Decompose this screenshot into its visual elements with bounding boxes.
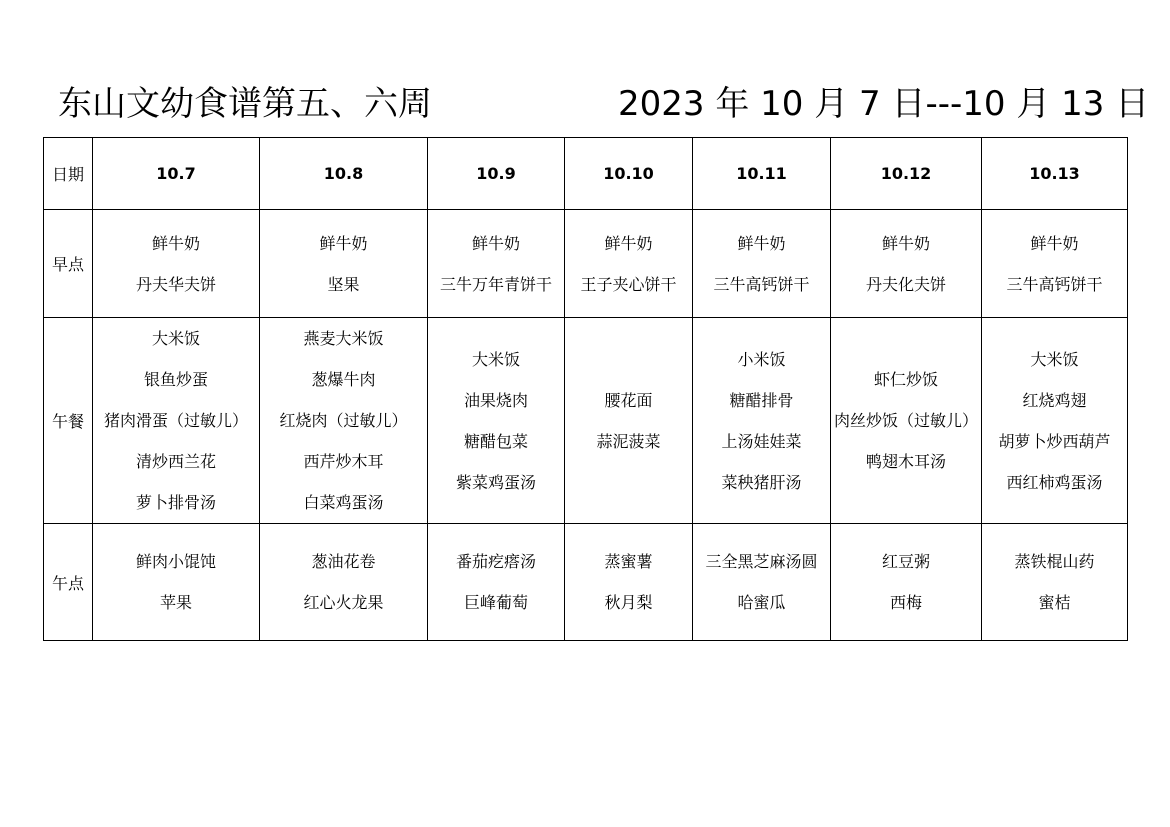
menu-cell bbox=[693, 210, 831, 318]
menu-cell bbox=[831, 210, 982, 318]
dish-item: 西芹炒木耳 bbox=[303, 452, 384, 471]
dish-item: 三牛万年青饼干 bbox=[439, 274, 552, 294]
dish-item: 鸭翅木耳汤 bbox=[865, 452, 946, 471]
dish-item: 油果烧肉 bbox=[463, 390, 528, 410]
dish-item: 蒸铁棍山药 bbox=[1014, 552, 1095, 571]
dish-item: 西梅 bbox=[889, 593, 922, 612]
dish-item: 菜秧猪肝汤 bbox=[721, 472, 802, 492]
dish-item: 苹果 bbox=[159, 593, 192, 612]
dish-item: 三牛高钙饼干 bbox=[1006, 274, 1103, 294]
menu-cell bbox=[982, 318, 1128, 524]
dish-item: 红心火龙果 bbox=[303, 593, 384, 612]
meal-row-afternoon-snack bbox=[44, 524, 1128, 641]
meal-label: 早点 bbox=[44, 210, 93, 318]
menu-cell bbox=[565, 524, 693, 641]
menu-cell bbox=[428, 318, 565, 524]
weekly-menu-table bbox=[43, 137, 1128, 641]
menu-cell bbox=[428, 210, 565, 318]
dish-item: 大米饭 bbox=[1030, 349, 1079, 369]
dish-item: 红烧肉（过敏儿） bbox=[279, 411, 408, 430]
menu-title: 东山文幼食谱第五、六周 bbox=[58, 84, 432, 124]
dish-item: 秋月梨 bbox=[604, 593, 653, 612]
menu-cell bbox=[428, 524, 565, 641]
dish-item: 银鱼炒蛋 bbox=[143, 370, 208, 389]
menu-cell bbox=[982, 210, 1128, 318]
dish-item: 葱爆牛肉 bbox=[311, 370, 376, 389]
dish-item: 蜜桔 bbox=[1038, 593, 1071, 612]
dish-item: 糖醋包菜 bbox=[463, 431, 528, 451]
dish-item: 丹夫化夫饼 bbox=[865, 274, 946, 294]
dish-item: 肉丝炒饭（过敏儿） bbox=[833, 411, 978, 430]
date-cell: 10.7 bbox=[93, 138, 260, 210]
date-range: 2023 年 10 月 7 日---10 月 13 日 bbox=[618, 84, 1150, 124]
dish-item: 坚果 bbox=[327, 274, 360, 294]
dish-item: 西红柿鸡蛋汤 bbox=[1006, 472, 1103, 492]
menu-cell bbox=[982, 524, 1128, 641]
menu-cell bbox=[93, 318, 260, 524]
dish-item: 三全黑芝麻汤圆 bbox=[705, 552, 818, 571]
meal-label: 午餐 bbox=[44, 318, 93, 524]
dish-item: 清炒西兰花 bbox=[135, 452, 216, 471]
dish-item: 白菜鸡蛋汤 bbox=[303, 493, 384, 512]
dish-item: 葱油花卷 bbox=[311, 552, 376, 571]
menu-cell bbox=[93, 210, 260, 318]
date-header-label: 日期 bbox=[44, 138, 93, 210]
dish-item: 蒸蜜薯 bbox=[604, 552, 653, 571]
date-cell: 10.13 bbox=[982, 138, 1128, 210]
dish-item: 大米饭 bbox=[151, 329, 200, 348]
dish-item: 鲜肉小馄饨 bbox=[135, 552, 216, 571]
dish-item: 王子夹心饼干 bbox=[580, 274, 677, 294]
meal-row-lunch bbox=[44, 318, 1128, 524]
dish-item: 猪肉滑蛋（过敏儿） bbox=[103, 411, 248, 430]
dish-item: 蒜泥菠菜 bbox=[596, 431, 661, 451]
dish-item: 萝卜排骨汤 bbox=[135, 493, 216, 512]
menu-cell bbox=[260, 524, 428, 641]
dish-item: 番茄疙瘩汤 bbox=[455, 552, 536, 571]
date-cell: 10.9 bbox=[428, 138, 565, 210]
dish-item: 三牛高钙饼干 bbox=[713, 274, 810, 294]
dish-item: 红烧鸡翅 bbox=[1022, 390, 1087, 410]
meal-label: 午点 bbox=[44, 524, 93, 641]
dish-item: 腰花面 bbox=[604, 390, 653, 410]
menu-cell bbox=[831, 524, 982, 641]
dish-item: 糖醋排骨 bbox=[729, 390, 794, 410]
menu-cell bbox=[693, 524, 831, 641]
date-cell: 10.11 bbox=[693, 138, 831, 210]
dish-item: 鲜牛奶 bbox=[737, 233, 786, 253]
dish-item: 哈蜜瓜 bbox=[737, 593, 786, 612]
dish-item: 鲜牛奶 bbox=[1030, 233, 1079, 253]
dish-item: 鲜牛奶 bbox=[604, 233, 653, 253]
menu-cell bbox=[831, 318, 982, 524]
meal-row-breakfast bbox=[44, 210, 1128, 318]
date-cell: 10.12 bbox=[831, 138, 982, 210]
date-row bbox=[44, 138, 1128, 210]
dish-item: 小米饭 bbox=[737, 349, 786, 369]
menu-cell bbox=[565, 210, 693, 318]
dish-item: 虾仁炒饭 bbox=[873, 370, 938, 389]
menu-cell bbox=[93, 524, 260, 641]
dish-item: 丹夫华夫饼 bbox=[135, 274, 216, 294]
date-cell: 10.8 bbox=[260, 138, 428, 210]
dish-item: 大米饭 bbox=[471, 349, 520, 369]
dish-item: 鲜牛奶 bbox=[319, 233, 368, 253]
dish-item: 红豆粥 bbox=[881, 552, 930, 571]
dish-item: 胡萝卜炒西葫芦 bbox=[998, 431, 1111, 451]
dish-item: 鲜牛奶 bbox=[151, 233, 200, 253]
dish-item: 上汤娃娃菜 bbox=[721, 431, 802, 451]
dish-item: 鲜牛奶 bbox=[881, 233, 930, 253]
dish-item: 紫菜鸡蛋汤 bbox=[455, 472, 536, 492]
dish-item: 巨峰葡萄 bbox=[463, 593, 528, 612]
dish-item: 燕麦大米饭 bbox=[303, 329, 384, 348]
menu-cell bbox=[260, 210, 428, 318]
menu-cell bbox=[565, 318, 693, 524]
menu-cell bbox=[693, 318, 831, 524]
dish-item: 鲜牛奶 bbox=[471, 233, 520, 253]
menu-cell bbox=[260, 318, 428, 524]
date-cell: 10.10 bbox=[565, 138, 693, 210]
